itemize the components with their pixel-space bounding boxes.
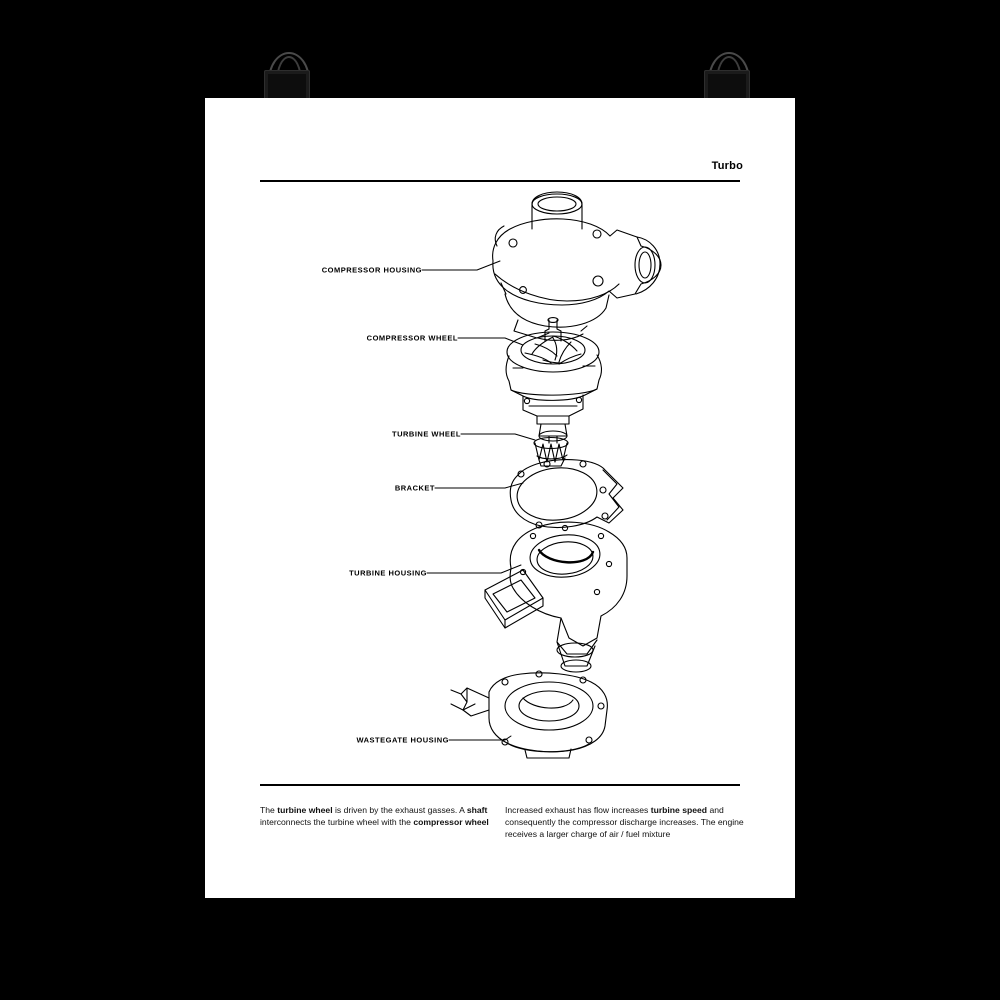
footer-paragraph-right: [505, 804, 745, 841]
part-bracket: [510, 460, 623, 528]
poster-paper: [205, 98, 795, 898]
leader-compressor-wheel: [458, 338, 523, 345]
callout-bracket: BRACKET: [394, 483, 435, 493]
right-text-bold1: turbine speed: [650, 805, 708, 815]
callout-compressor-wheel: COMPRESSOR WHEEL: [366, 333, 458, 343]
left-text-bold2: shaft: [466, 805, 488, 815]
footer-paragraph-left: [260, 804, 492, 828]
left-text-part3: interconnects the turbine wheel with the: [260, 817, 414, 828]
callout-turbine-housing: TURBINE HOUSING: [349, 568, 427, 578]
part-turbine-housing: [485, 522, 627, 672]
left-text-bold3: compressor wheel: [413, 817, 489, 828]
turbo-exploded-diagram: [205, 98, 795, 898]
right-text-part1: Increased exhaust has flow increases: [505, 805, 651, 815]
left-text-part2: is driven by the exhaust gasses. A: [332, 805, 467, 815]
leader-bracket: [435, 483, 523, 488]
page-title: Turbo: [711, 160, 743, 172]
part-wastegate-housing: [451, 671, 607, 758]
part-compressor-wheel: [506, 318, 601, 441]
right-text-part2: and consequently the compressor discharge increases. The engine receives a larger charge of air / fuel mixture: [505, 805, 744, 840]
leader-compressor-housing: [422, 261, 500, 270]
left-text-bold1: turbine wheel: [277, 805, 333, 815]
callout-turbine-wheel: TURBINE WHEEL: [392, 429, 461, 439]
leader-turbine-housing: [427, 565, 521, 573]
part-compressor-housing: [493, 192, 661, 340]
callout-compressor-housing: COMPRESSOR HOUSING: [321, 265, 422, 275]
leader-turbine-wheel: [461, 434, 535, 440]
left-text-part1: The: [260, 805, 278, 815]
bottom-divider: [260, 784, 740, 786]
callout-wastegate-housing: WASTEGATE HOUSING: [356, 735, 449, 745]
